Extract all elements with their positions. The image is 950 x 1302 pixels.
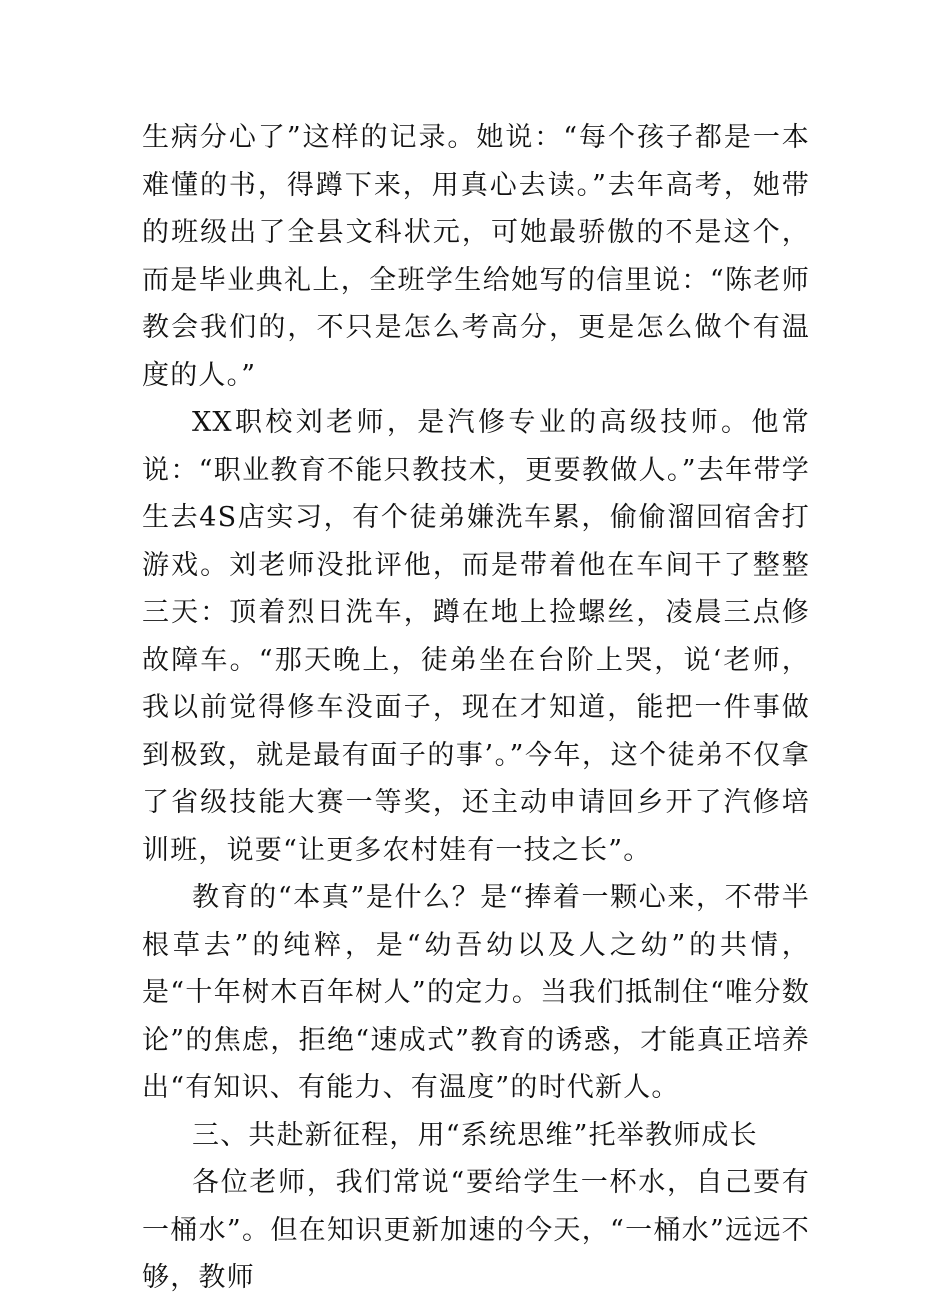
paragraph-teachers-growth: 各位老师，我们常说“要给学生一杯水，自己要有一桶水”。但在知识更新加速的今天，“一桶水”远远不够，教师 <box>142 1167 810 1293</box>
document-body <box>142 114 810 1302</box>
paragraph-liu-teacher: XX职校刘老师，是汽修专业的高级技师。他常说：“职业教育不能只教技术，更要教做人。”去年带学生去4S店实习，有个徒弟嫌洗车累，偷偷溜回宿舍打游戏。刘老师没批评他，而是带着他在车间干了整整三天：顶着烈日洗车，蹲在地上捡螺丝，凌晨三点修故障车。“那天晚上，徒弟坐在台阶上哭，说‘老师，我以前觉得修车没面子，现在才知道，能把一件事做到极致，就是最有面子的事’。”今年，这个徒弟不仅拿了省级技能大赛一等奖，还主动申请回乡开了汽修培训班，说要“让更多农村娃有一技之长”。 <box>142 407 810 866</box>
paragraph-continuation: 生病分心了”这样的记录。她说：“每个孩子都是一本难懂的书，得蹲下来，用真心去读。”去年高考，她带的班级出了全县文科状元，可她最骄傲的不是这个，而是毕业典礼上，全班学生给她写的信里说：“陈老师教会我们的，不只是怎么考高分，更是怎么做个有温度的人。” <box>142 122 810 391</box>
paragraph-education-essence: 教育的“本真”是什么？是“捧着一颗心来，不带半根草去”的纯粹，是“幼吾幼以及人之幼”的共情，是“十年树木百年树人”的定力。当我们抵制住“唯分数论”的焦虑，拒绝“速成式”教育的诱惑，才能真正培养出“有知识、有能力、有温度”的时代新人。 <box>142 882 810 1103</box>
section-heading-three: 三、共赴新征程，用“系统思维”托举教师成长 <box>192 1119 758 1151</box>
